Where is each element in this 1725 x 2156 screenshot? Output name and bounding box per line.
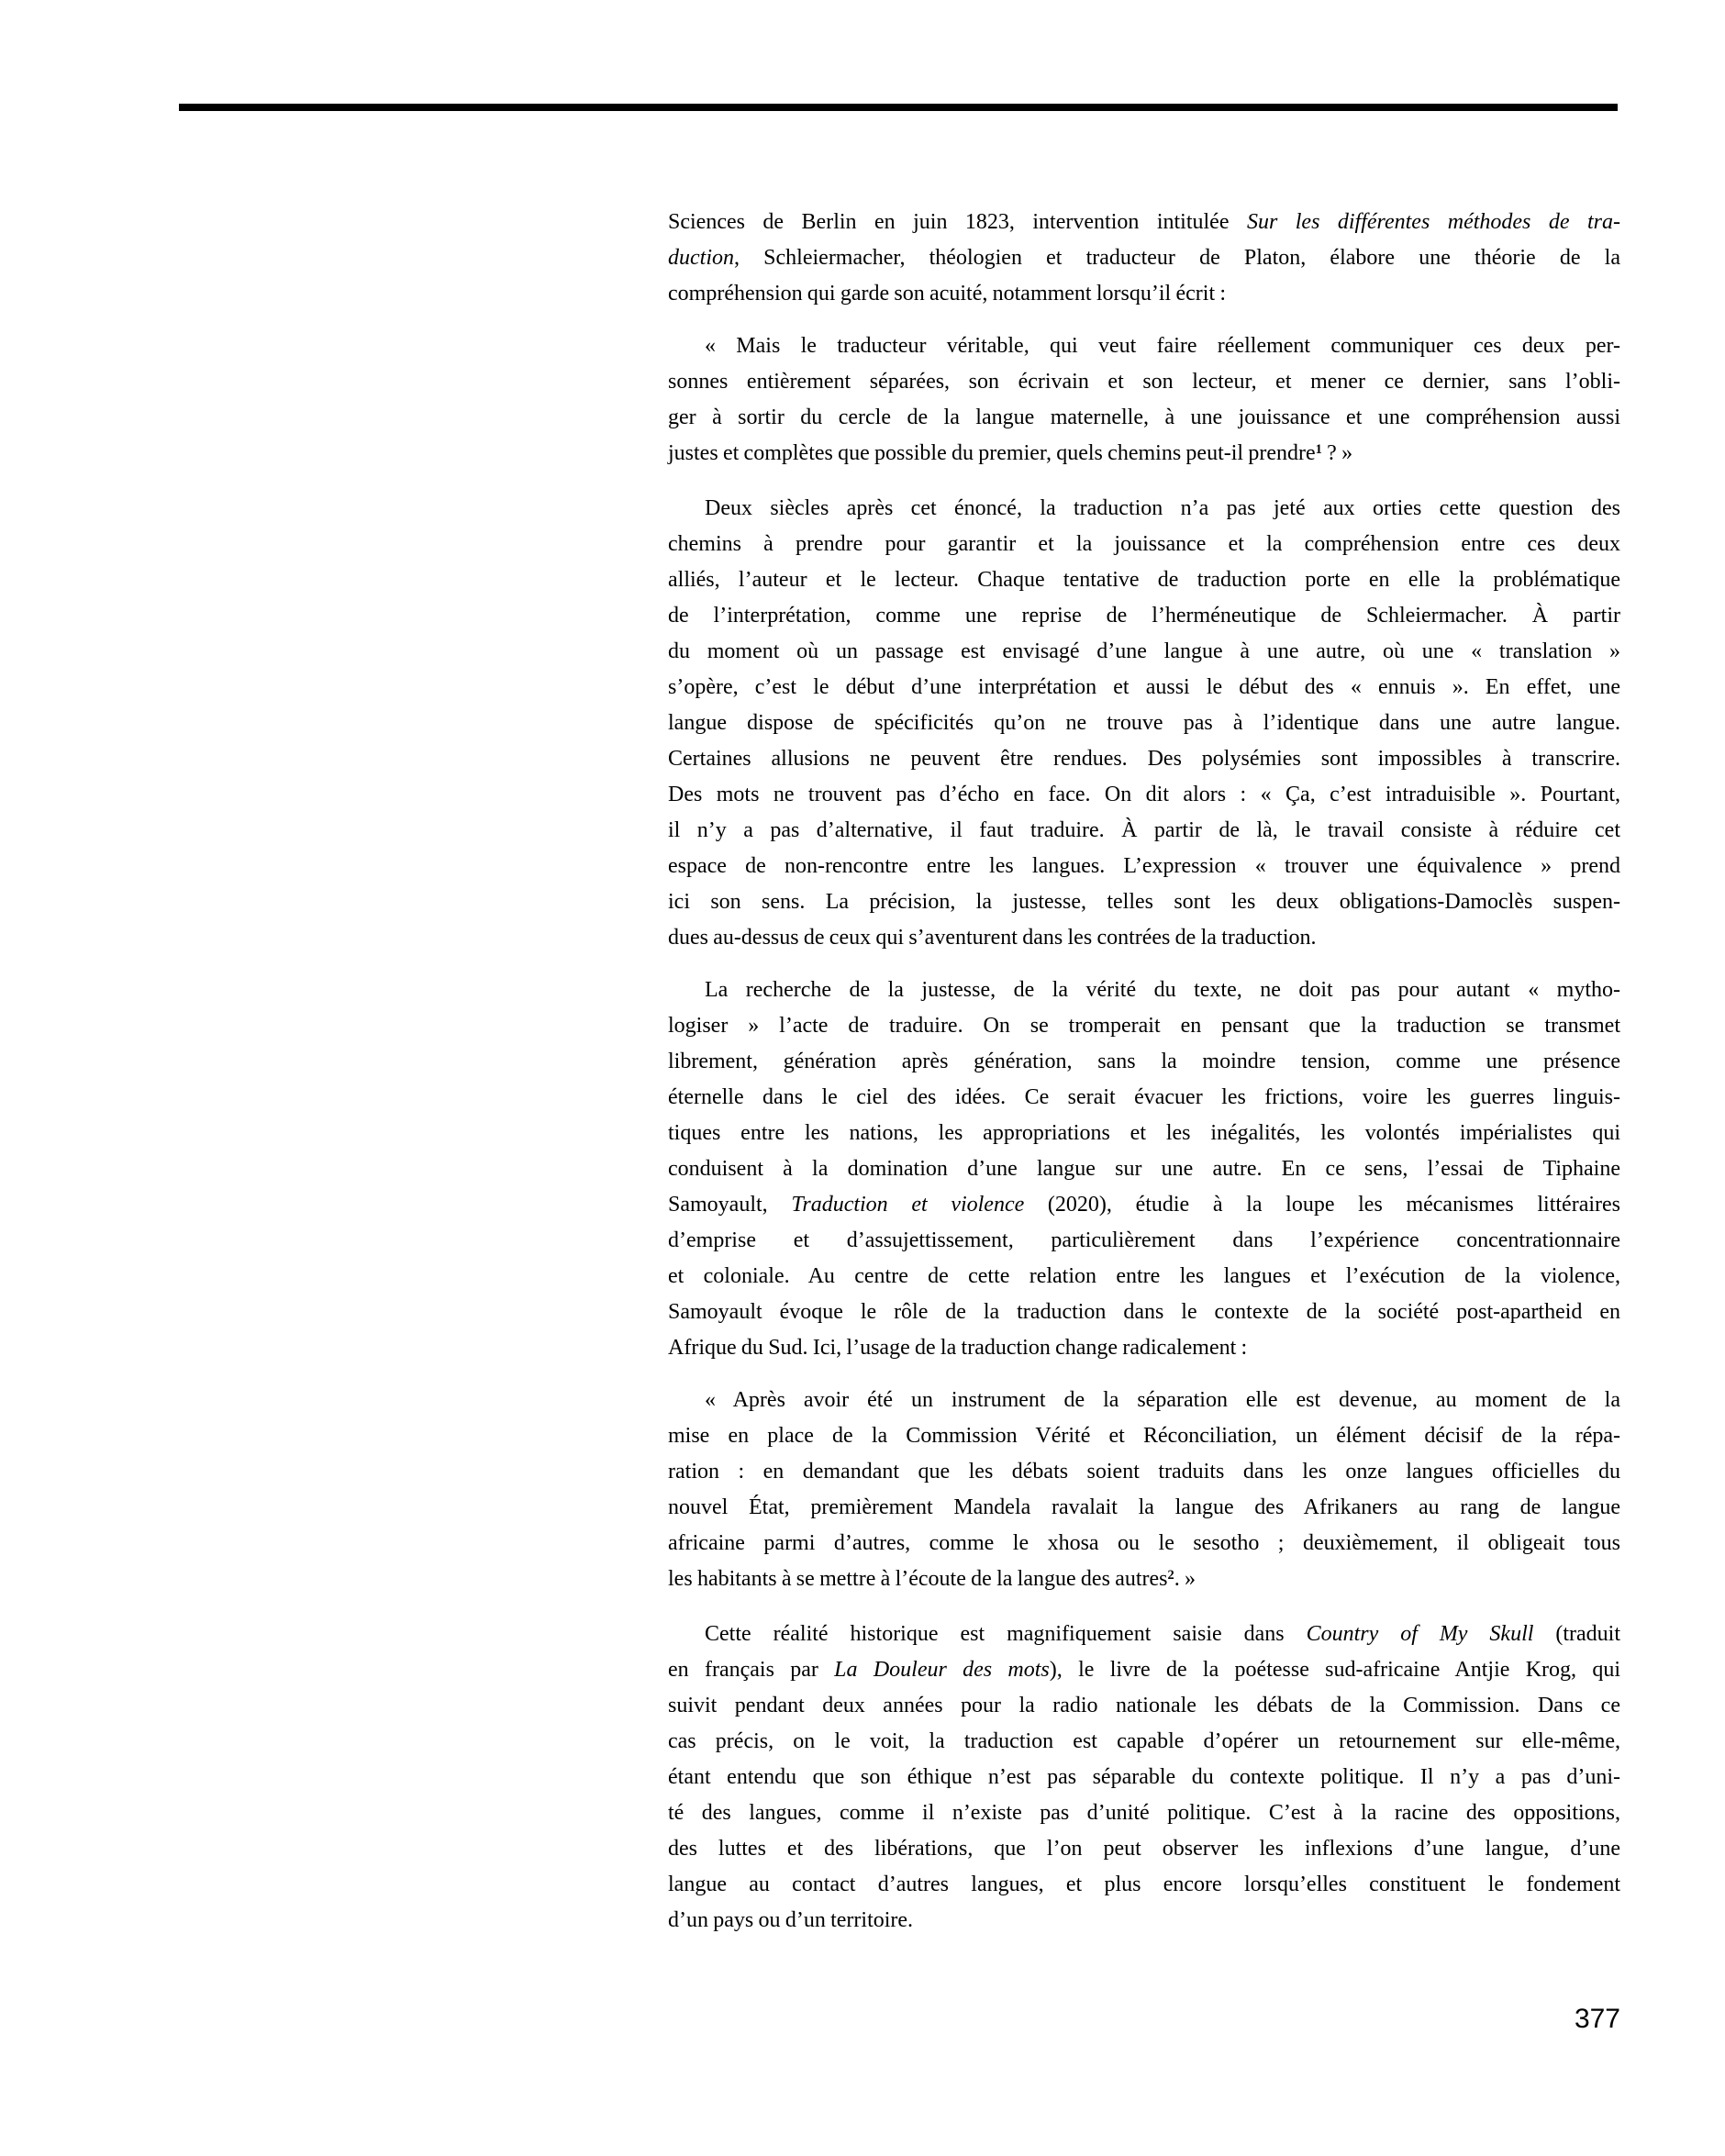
text-run: en français par [668,1658,835,1682]
text-run: dues au-dessus de ceux qui s’aventurent dans les contrées de la traduction. [668,926,1317,950]
text-line [668,1688,1620,1724]
text-run: suivit pendant deux années pour la radio nationale les débats de la Commission. Dans ce [668,1694,1620,1717]
footnote-ref: 1 [1315,441,1322,457]
text-line [668,1760,1620,1795]
text-run: il n’y a pas d’alternative, il faut traduire. À partir de là, le travail consiste à réduire cet [668,818,1620,842]
text-run: langue au contact d’autres langues, et plus encore lorsqu’elles constituent le fondement [668,1873,1620,1896]
text-line [668,1259,1620,1295]
text-line [668,634,1620,670]
paragraph [668,205,1620,312]
text-run: du moment où un passage est envisagé d’une langue à une autre, où une « translation » [668,639,1620,663]
text-run: ? » [1321,441,1353,465]
text-line [668,884,1620,920]
text-line [668,1526,1620,1561]
text-column [668,205,1620,1939]
text-line [668,1223,1620,1259]
text-run: de l’interprétation, comme une reprise de l’herméneutique de Schleiermacher. À partir [668,604,1620,628]
italic-text: Country of My Skull [1306,1622,1534,1646]
text-line [668,1795,1620,1831]
text-run: La recherche de la justesse, de la vérité du texte, ne doit pas pour autant « mytho- [705,978,1620,1002]
text-run: sonnes entièrement séparées, son écrivain et son lecteur, et mener ce dernier, sans l’obli- [668,370,1620,394]
text-line [668,1008,1620,1044]
text-line [668,276,1620,312]
text-run: « Mais le traducteur véritable, qui veut faire réellement communiquer ces deux per- [705,334,1620,358]
text-line [668,777,1620,813]
text-line [668,1652,1620,1688]
text-line [668,1418,1620,1454]
text-line [668,1116,1620,1151]
quote-paragraph [668,1383,1620,1600]
page-number: 377 [1574,2004,1620,2034]
text-run: (2020), étudie à la loupe les mécanismes littéraires [1024,1193,1621,1217]
text-line [668,400,1620,436]
text-run: Cette réalité historique est magnifiquement saisie dans [705,1622,1307,1646]
text-run: justes et complètes que possible du premier, quels chemins peut-il prendre [668,441,1316,465]
text-run: ration : en demandant que les débats soient traduits dans les onze langues officielles du [668,1460,1620,1484]
text-line [668,1561,1620,1600]
text-run: et coloniale. Au centre de cette relation entre les langues et l’exécution de la violence, [668,1264,1620,1288]
text-run: Samoyault évoque le rôle de la traduction dans le contexte de la société post-apartheid en [668,1300,1620,1324]
text-run: mise en place de la Commission Vérité et Réconciliation, un élément décisif de la répa- [668,1424,1620,1448]
italic-text: duction [668,246,734,270]
text-run: africaine parmi d’autres, comme le xhosa ou le sesotho ; deuxièmement, il obligeait tous [668,1531,1620,1555]
text-run: (traduit [1533,1622,1621,1646]
text-run: éternelle dans le ciel des idées. Ce serait évacuer les frictions, voire les guerres linguis- [668,1085,1620,1109]
text-line [668,741,1620,777]
italic-text: Traduction et violence [791,1193,1025,1217]
text-run: Certaines allusions ne peuvent être rendues. Des polysémies sont impossibles à transcrire. [668,747,1620,771]
text-line [668,849,1620,884]
text-run: « Après avoir été un instrument de la séparation elle est devenue, au moment de la [705,1388,1620,1412]
text-line [668,706,1620,741]
text-run: compréhension qui garde son acuité, notamment lorsqu’il écrit : [668,282,1227,306]
text-run: . » [1174,1567,1196,1591]
text-line [668,670,1620,706]
text-line [668,527,1620,562]
italic-text: La Douleur des mots [834,1658,1050,1682]
text-run: Samoyault, [668,1193,792,1217]
text-run: chemins à prendre pour garantir et la jouissance et la compréhension entre ces deux [668,532,1620,556]
text-line [668,1724,1620,1760]
text-run: cas précis, on le voit, la traduction est capable d’opérer un retournement sur elle-même, [668,1729,1620,1753]
paragraph [668,972,1620,1366]
text-line [668,1151,1620,1187]
text-run: Deux siècles après cet énoncé, la traduction n’a pas jeté aux orties cette question des [705,496,1620,520]
footnote-ref: 2 [1167,1567,1174,1583]
text-run: tiques entre les nations, les appropriations et les inégalités, les volontés impérialistes qui [668,1121,1620,1145]
text-line [668,1617,1620,1652]
text-line [668,1903,1620,1939]
text-run: des luttes et des libérations, que l’on peut observer les inflexions d’une langue, d’une [668,1837,1620,1861]
quote-paragraph [668,328,1620,474]
paragraph [668,1617,1620,1939]
text-line [668,1044,1620,1080]
text-run: d’un pays ou d’un territoire. [668,1908,914,1932]
text-run: conduisent à la domination d’une langue sur une autre. En ce sens, l’essai de Tiphaine [668,1157,1620,1181]
text-line [668,1867,1620,1903]
text-line [668,1295,1620,1330]
text-line [668,920,1620,956]
text-line [668,364,1620,400]
text-run: , Schleiermacher, théologien et traducteur de Platon, élabore une théorie de la [734,246,1620,270]
top-rule [179,104,1618,111]
text-run: étant entendu que son éthique n’est pas séparable du contexte politique. Il n’y a pas d’uni- [668,1765,1620,1789]
text-line [668,436,1620,474]
text-run: langue dispose de spécificités qu’on ne trouve pas à l’identique dans une autre langue. [668,711,1620,735]
text-run: d’emprise et d’assujettissement, particulièrement dans l’expérience concentrationnaire [668,1228,1620,1252]
paragraph [668,491,1620,956]
text-line [668,1831,1620,1867]
text-run: alliés, l’auteur et le lecteur. Chaque tentative de traduction porte en elle la problématique [668,568,1620,592]
text-line [668,491,1620,527]
text-run: Sciences de Berlin en juin 1823, intervention intitulée [668,210,1247,234]
text-line [668,972,1620,1008]
text-run: les habitants à se mettre à l’écoute de la langue des autres [668,1567,1168,1591]
italic-text: Sur les différentes méthodes de tra- [1246,210,1620,234]
text-line [668,562,1620,598]
text-run: logiser » l’acte de traduire. On se tromperait en pensant que la traduction se transmet [668,1014,1620,1038]
text-run: té des langues, comme il n’existe pas d’unité politique. C’est à la racine des oppositions, [668,1801,1620,1825]
text-line [668,1490,1620,1526]
text-line [668,1080,1620,1116]
text-line [668,240,1620,276]
text-line [668,1383,1620,1418]
text-line [668,1330,1620,1366]
text-line [668,813,1620,849]
text-line [668,598,1620,634]
text-run: espace de non-rencontre entre les langues. L’expression « trouver une équivalence » prend [668,854,1620,878]
text-run: ), le livre de la poétesse sud-africaine Antjie Krog, qui [1049,1658,1620,1682]
text-run: s’opère, c’est le début d’une interprétation et aussi le début des « ennuis ». En effet, une [668,675,1620,699]
text-run: ger à sortir du cercle de la langue maternelle, à une jouissance et une compréhension aussi [668,406,1620,429]
text-run: Afrique du Sud. Ici, l’usage de la traduction change radicalement : [668,1336,1248,1360]
text-run: nouvel État, premièrement Mandela ravalait la langue des Afrikaners au rang de langue [668,1495,1620,1519]
text-run: librement, génération après génération, sans la moindre tension, comme une présence [668,1050,1620,1073]
text-line [668,1454,1620,1490]
text-line [668,1187,1620,1223]
text-run: Des mots ne trouvent pas d’écho en face. On dit alors : « Ça, c’est intraduisible ». Pourtant, [668,783,1620,806]
text-line [668,205,1620,240]
text-line [668,328,1620,364]
text-run: ici son sens. La précision, la justesse, telles sont les deux obligations-Damoclès suspen- [668,890,1620,914]
